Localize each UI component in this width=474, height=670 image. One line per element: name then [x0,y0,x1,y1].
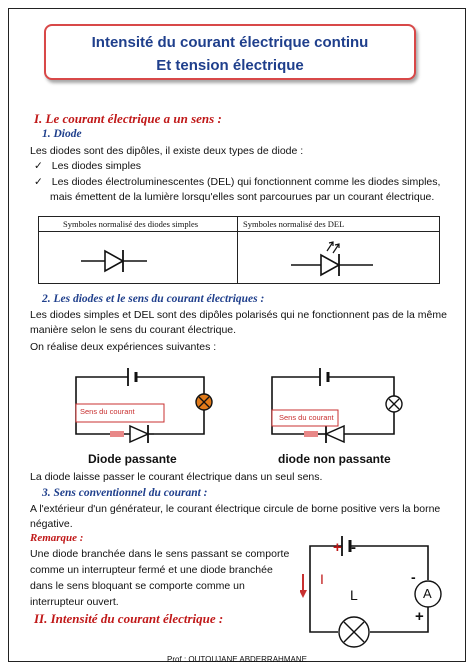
paragraph: On réalise deux expériences suivantes : [30,341,217,353]
list-item: ✓ Les diodes électroluminescentes (DEL) qui fonctionnent comme les diodes simples, [34,176,441,188]
remark-line: interrupteur ouvert. [30,596,119,608]
diode-intro: Les diodes sont des dipôles, il existe deux types de diode : [30,145,304,157]
led-symbol [291,242,373,276]
circuit-non-passante [264,364,424,448]
circuit-passante [68,364,228,448]
table-header: Symboles normalisé des diodes simples [63,219,199,229]
paragraph: négative. [30,518,73,530]
battery-minus-label: - [351,539,356,556]
page-title: Intensité du courant électrique continu [91,34,369,51]
ammeter-label: A [423,586,432,601]
paragraph: La diode laisse passer le courant électrique dans un seul sens. [30,471,323,483]
list-item: ✓ Les diodes simples [34,160,142,172]
ammeter-plus-label: + [415,608,424,625]
check-icon: ✓ [34,176,43,188]
list-item-continuation: mais émettent de la lumière lorsqu'elles sont parcourues par un courant électrique. [50,191,435,203]
subsection-sens: 2. Les diodes et le sens du courant électriques : [42,293,265,305]
current-arrow-icon [110,431,124,437]
battery-plus-label: + [333,539,342,556]
current-arrow-icon [304,431,318,437]
footer-author: Prof : OUTOUJANE ABDERRAHMANE [167,655,307,664]
lamp-label: L [350,587,358,603]
ammeter-minus-label: - [411,569,416,585]
current-direction-label: Sens du courant [279,413,334,422]
caption-passante: Diode passante [88,452,177,466]
subsection-diode: 1. Diode [42,128,82,140]
paragraph: Les diodes simples et DEL sont des dipôles polarisés qui ne fonctionnent pas de la même [30,309,447,321]
remark-line: comme un interrupteur fermé et une diode branchée [30,564,273,576]
section2-heading: II. Intensité du courant électrique : [34,611,224,626]
diode-symbol [81,250,147,272]
title-box [44,24,416,80]
diode-icon [326,426,344,442]
section1-heading: I. Le courant électrique a un sens : [34,111,222,126]
diode-symbols [39,217,441,285]
symbols-table [38,216,440,284]
current-label: I [320,571,324,587]
diode-icon [130,426,148,442]
remark-line: dans le sens bloquant se comporte comme un [30,580,245,592]
paragraph: A l'extérieur d'un générateur, le courant électrique circule de borne positive vers la borne [30,503,441,515]
paragraph: manière selon le sens du courant électrique. [30,324,237,336]
table-header: Symboles normalisé des DEL [243,219,345,229]
remark-label: Remarque : [30,532,84,544]
subsection-conventionnel: 3. Sens conventionnel du courant : [42,487,208,499]
page-subtitle: Et tension électrique [156,57,304,74]
current-direction-label: Sens du courant [80,407,135,416]
check-icon: ✓ [34,160,43,172]
caption-non-passante: diode non passante [278,452,391,466]
remark-line: Une diode branchée dans le sens passant se comporte [30,548,290,560]
